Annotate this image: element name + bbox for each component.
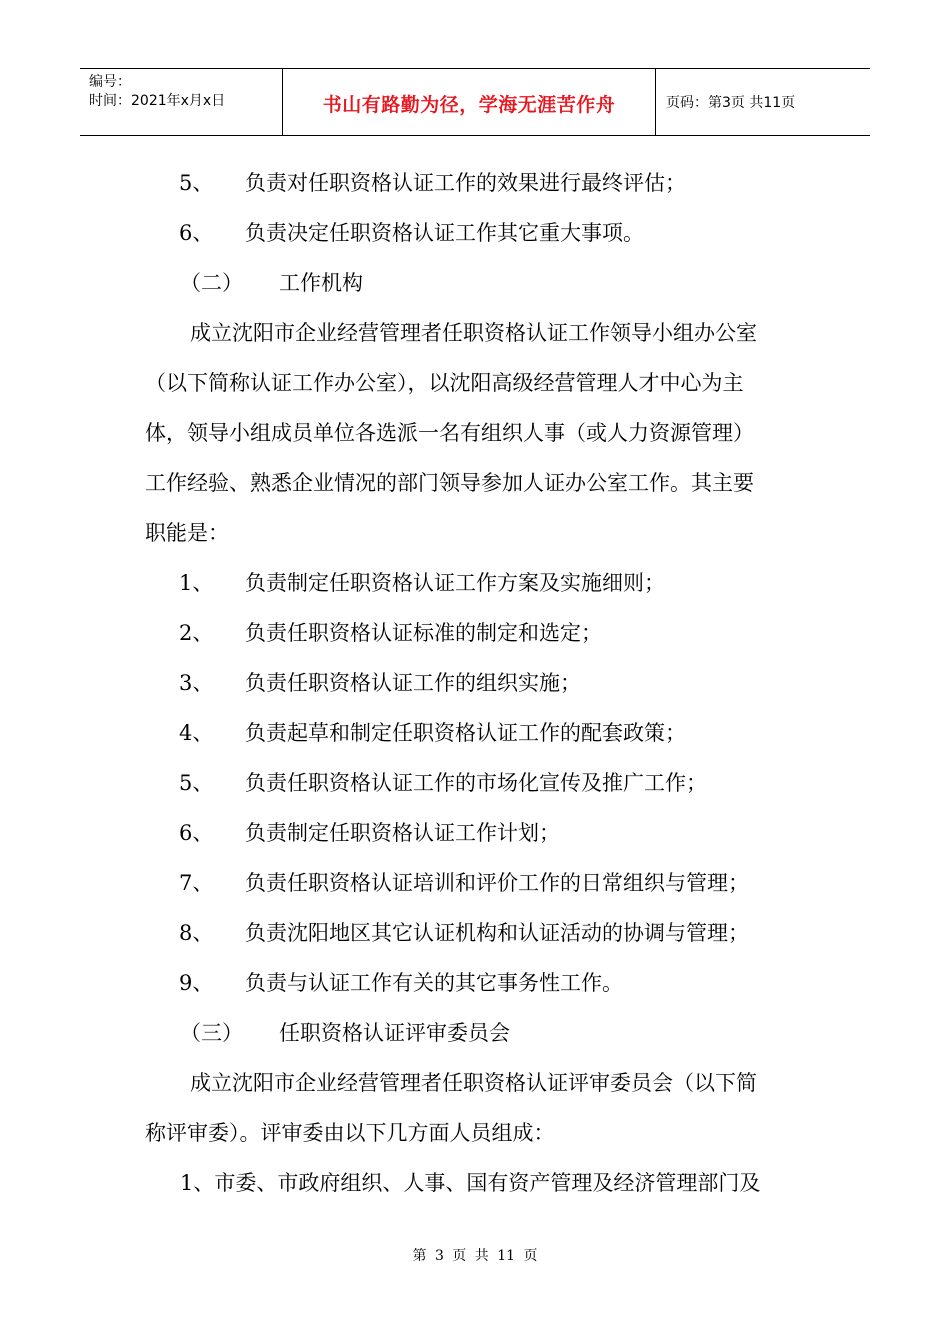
paragraph-line: 称评审委）。评审委由以下几方面人员组成： — [145, 1121, 555, 1145]
header-motto: 书山有路勤为径，学海无涯苦作舟 — [322, 93, 616, 116]
list-item-text: 负责与认证工作有关的其它事务性工作。 — [245, 971, 623, 995]
list-item-text: 负责起草和制定任职资格认证工作的配套政策； — [245, 721, 686, 745]
paragraph-line: 工作经验、熟悉企业情况的部门领导参加人证办公室工作。其主要 — [145, 471, 754, 495]
list-item-number: 6、 — [179, 221, 214, 245]
section-number: （三） — [180, 1021, 243, 1045]
list-item-text: 负责制定任职资格认证工作计划； — [245, 821, 560, 845]
paragraph-line: 体，领导小组成员单位各选派一名有组织人事（或人力资源管理） — [145, 421, 754, 445]
list-item-text: 负责任职资格认证标准的制定和选定； — [245, 621, 602, 645]
header-meta — [80, 69, 283, 135]
header-page-info: 页码：第3页 共11页 — [666, 95, 796, 111]
list-item-number: 5、 — [179, 171, 214, 195]
document-date-label: 时间：2021年x月x日 — [89, 93, 226, 109]
paragraph-line: （以下简称认证工作办公室），以沈阳高级经营管理人才中心为主 — [145, 371, 744, 395]
section-heading: 工作机构 — [279, 271, 363, 295]
list-item-number: 7、 — [179, 871, 214, 895]
page-footer: 第 3 页 共 11 页 — [412, 1248, 538, 1264]
list-item-text: 负责任职资格认证工作的市场化宣传及推广工作； — [245, 771, 707, 795]
list-item-number: 2、 — [179, 621, 214, 645]
list-item-text: 负责任职资格认证工作的组织实施； — [245, 671, 581, 695]
document-header — [80, 68, 870, 136]
list-item-number: 8、 — [179, 921, 214, 945]
document-number-label: 编号： — [89, 74, 131, 90]
list-item-number: 3、 — [179, 671, 214, 695]
list-item-number: 9、 — [179, 971, 214, 995]
paragraph-line: 1、市委、市政府组织、人事、国有资产管理及经济管理部门及 — [180, 1171, 761, 1195]
list-item-text: 负责沈阳地区其它认证机构和认证活动的协调与管理； — [245, 921, 749, 945]
list-item-text: 负责对任职资格认证工作的效果进行最终评估； — [245, 171, 686, 195]
section-heading: 任职资格认证评审委员会 — [279, 1021, 510, 1045]
list-item-text: 负责制定任职资格认证工作方案及实施细则； — [245, 571, 665, 595]
list-item-number: 6、 — [179, 821, 214, 845]
paragraph-line: 成立沈阳市企业经营管理者任职资格认证工作领导小组办公室 — [190, 321, 757, 345]
list-item-number: 4、 — [179, 721, 214, 745]
header-motto-cell — [283, 69, 656, 135]
section-number: （二） — [180, 271, 243, 295]
list-item-number: 1、 — [179, 571, 214, 595]
paragraph-line: 职能是： — [145, 521, 229, 545]
paragraph-line: 成立沈阳市企业经营管理者任职资格认证评审委员会（以下简 — [190, 1071, 757, 1095]
list-item-text: 负责任职资格认证培训和评价工作的日常组织与管理； — [245, 871, 749, 895]
list-item-text: 负责决定任职资格认证工作其它重大事项。 — [245, 221, 644, 245]
list-item-number: 5、 — [179, 771, 214, 795]
